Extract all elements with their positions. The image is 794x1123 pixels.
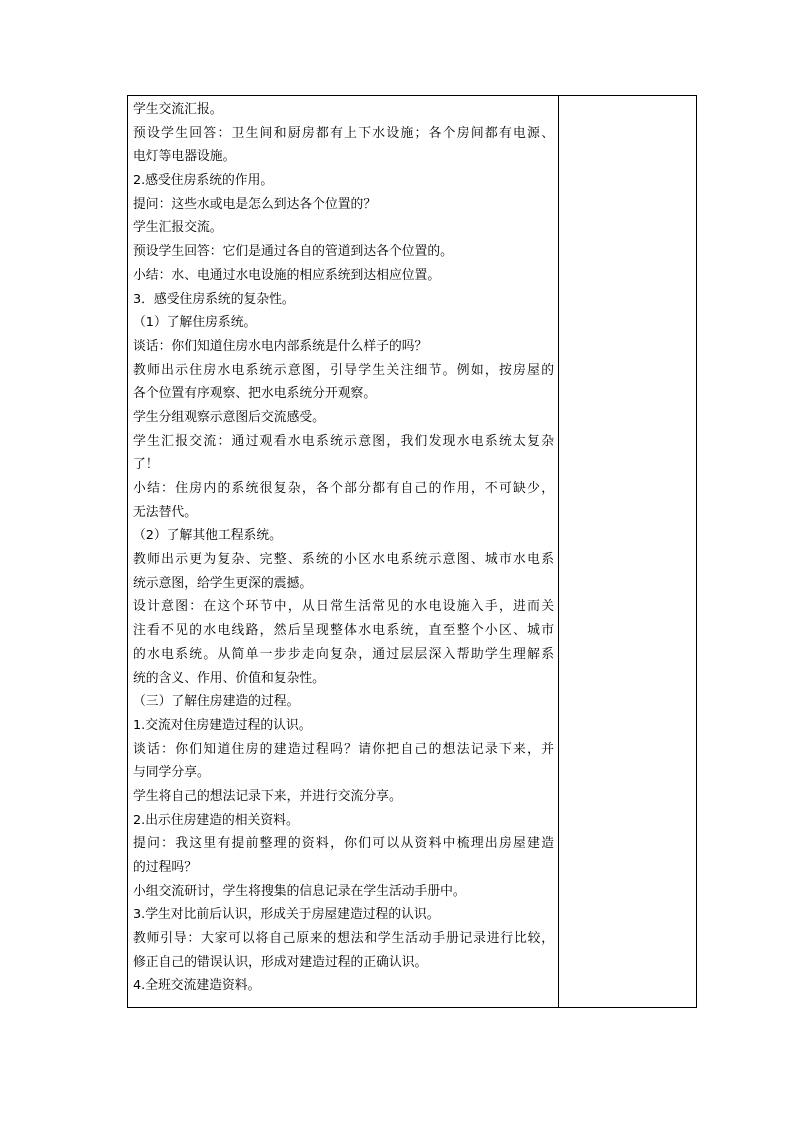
text-line: 电灯等电器设施。 xyxy=(133,149,236,165)
text-line: 预设学生回答：它们是通过各自的管道到达各个位置的。 xyxy=(133,244,453,260)
lesson-content-cell xyxy=(133,98,554,998)
text-line: 了！ xyxy=(133,457,159,473)
text-line: 学生将自己的想法记录下来，并进行交流分享。 xyxy=(133,788,402,804)
section-heading: （三）了解住房建造的过程。 xyxy=(133,694,300,710)
text-line: 2.出示住房建造的相关资料。 xyxy=(133,812,299,828)
text-line: 无法替代。 xyxy=(133,504,197,520)
text-line: 统示意图，给学生更深的震撼。 xyxy=(133,575,313,591)
text-line: 统的含义、作用、价值和复杂性。 xyxy=(133,670,325,686)
text-line: 修正自己的错误认识，形成对建造过程的正确认识。 xyxy=(133,954,428,970)
text-line: 谈话：你们知道住房水电内部系统是什么样子的吗？ xyxy=(133,338,428,354)
text-line: 4.全班交流建造资料。 xyxy=(133,978,261,994)
text-line: 的水电系统。从简单一步步走向复杂，通过层层深入帮助学生理解系 xyxy=(133,646,554,662)
text-line: 小组交流研讨，学生将搜集的信息记录在学生活动手册中。 xyxy=(133,883,466,899)
text-line: 学生汇报交流。 xyxy=(133,220,223,236)
text-line: （2）了解其他工程系统。 xyxy=(133,528,282,544)
text-line: （1）了解住房系统。 xyxy=(133,315,257,331)
text-line: 各个位置有序观察、把水电系统分开观察。 xyxy=(133,386,377,402)
text-line: 2.感受住房系统的作用。 xyxy=(133,173,274,189)
lesson-plan-table xyxy=(127,95,697,1008)
text-line: 3.学生对比前后认识，形成关于房屋建造过程的认识。 xyxy=(133,907,440,923)
text-line: 的过程吗？ xyxy=(133,860,197,875)
text-line: 1.交流对住房建造过程的认识。 xyxy=(133,717,312,733)
text-line: 预设学生回答：卫生间和厨房都有上下水设施；各个房间都有电源、 xyxy=(133,125,554,141)
text-line: 教师引导：大家可以将自己原来的想法和学生活动手册记录进行比较， xyxy=(133,931,554,947)
text-line: 小结：住房内的系统很复杂，各个部分都有自己的作用，不可缺少， xyxy=(133,481,554,496)
text-line: 教师出示更为复杂、完整、系统的小区水电系统示意图、城市水电系 xyxy=(133,552,554,568)
notes-cell xyxy=(559,96,696,1007)
text-line: 提问：我这里有提前整理的资料，你们可以从资料中梳理出房屋建造 xyxy=(133,836,554,852)
text-line: 小结：水、电通过水电设施的相应系统到达相应位置。 xyxy=(133,267,441,283)
text-line: 3．感受住房系统的复杂性。 xyxy=(133,291,295,307)
text-line: 设计意图：在这个环节中，从日常生活常见的水电设施入手，进而关 xyxy=(133,599,554,615)
text-line: 学生交流汇报。 xyxy=(133,102,223,117)
text-line: 谈话：你们知道住房的建造过程吗？请你把自己的想法记录下来，并 xyxy=(133,741,554,757)
text-line: 学生分组观察示意图后交流感受。 xyxy=(133,409,325,425)
text-line: 注看不见的水电线路，然后呈现整体水电系统，直至整个小区、城市 xyxy=(133,623,554,639)
text-line: 学生汇报交流：通过观看水电系统示意图，我们发现水电系统太复杂 xyxy=(133,433,554,449)
text-line: 提问：这些水或电是怎么到达各个位置的？ xyxy=(133,196,377,212)
text-line: 与同学分享。 xyxy=(133,765,210,781)
text-line: 教师出示住房水电系统示意图，引导学生关注细节。例如，按房屋的 xyxy=(133,362,554,378)
